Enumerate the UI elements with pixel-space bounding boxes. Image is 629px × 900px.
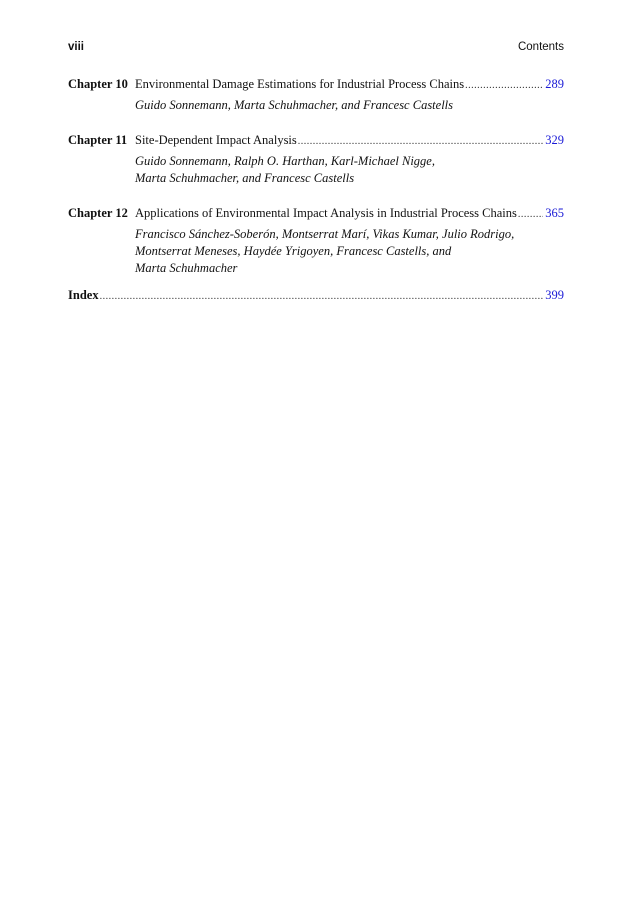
author-line: Guido Sonnemann, Ralph O. Harthan, Karl-Michael Nigge, xyxy=(135,154,435,168)
dot-leader xyxy=(100,289,544,305)
toc-title-row xyxy=(135,132,564,150)
index-title: Index xyxy=(68,288,99,302)
page-link-329[interactable]: 329 xyxy=(545,133,564,147)
chapter-authors xyxy=(135,97,564,114)
toc-entry-line xyxy=(68,76,564,92)
toc-entry-chapter-12 xyxy=(68,205,564,277)
running-head xyxy=(68,41,564,57)
chapter-title: Site-Dependent Impact Analysis xyxy=(135,133,297,147)
author-line: Marta Schuhmacher xyxy=(135,261,238,275)
page-number: viii xyxy=(68,41,84,53)
chapter-title: Applications of Environmental Impact Analysis in Industrial Process Chains xyxy=(135,206,517,220)
chapter-title: Environmental Damage Estimations for Industrial Process Chains xyxy=(135,77,465,91)
chapter-label: Chapter 12 xyxy=(68,206,128,220)
page-link-399[interactable]: 399 xyxy=(545,288,564,302)
dot-leader xyxy=(298,134,543,150)
author-line: Francisco Sánchez-Soberón, Montserrat Marí, Vikas Kumar, Julio Rodrigo, xyxy=(135,227,515,241)
toc-entry-line xyxy=(68,205,564,221)
toc-entry-chapter-11 xyxy=(68,132,564,187)
chapter-label: Chapter 11 xyxy=(68,133,128,147)
chapter-authors xyxy=(135,153,564,187)
running-title: Contents xyxy=(517,41,564,53)
author-line: Montserrat Meneses, Haydée Yrigoyen, Francesc Castells, and xyxy=(135,244,452,258)
dot-leader xyxy=(518,207,543,223)
toc-title-row xyxy=(135,205,564,223)
chapter-label: Chapter 10 xyxy=(68,77,128,91)
author-line: Marta Schuhmacher, and Francesc Castells xyxy=(135,171,355,185)
toc-title-row xyxy=(135,76,564,94)
toc-title-row xyxy=(68,287,564,305)
toc-entry-line xyxy=(68,132,564,148)
chapter-authors xyxy=(135,226,564,277)
toc-entry-index xyxy=(68,287,564,303)
toc-entry-chapter-10 xyxy=(68,76,564,114)
toc-entry-line xyxy=(68,287,564,303)
page-link-289[interactable]: 289 xyxy=(545,77,564,91)
author-line: Guido Sonnemann, Marta Schuhmacher, and Francesc Castells xyxy=(135,98,454,112)
dot-leader xyxy=(465,78,543,94)
page-link-365[interactable]: 365 xyxy=(545,206,564,220)
